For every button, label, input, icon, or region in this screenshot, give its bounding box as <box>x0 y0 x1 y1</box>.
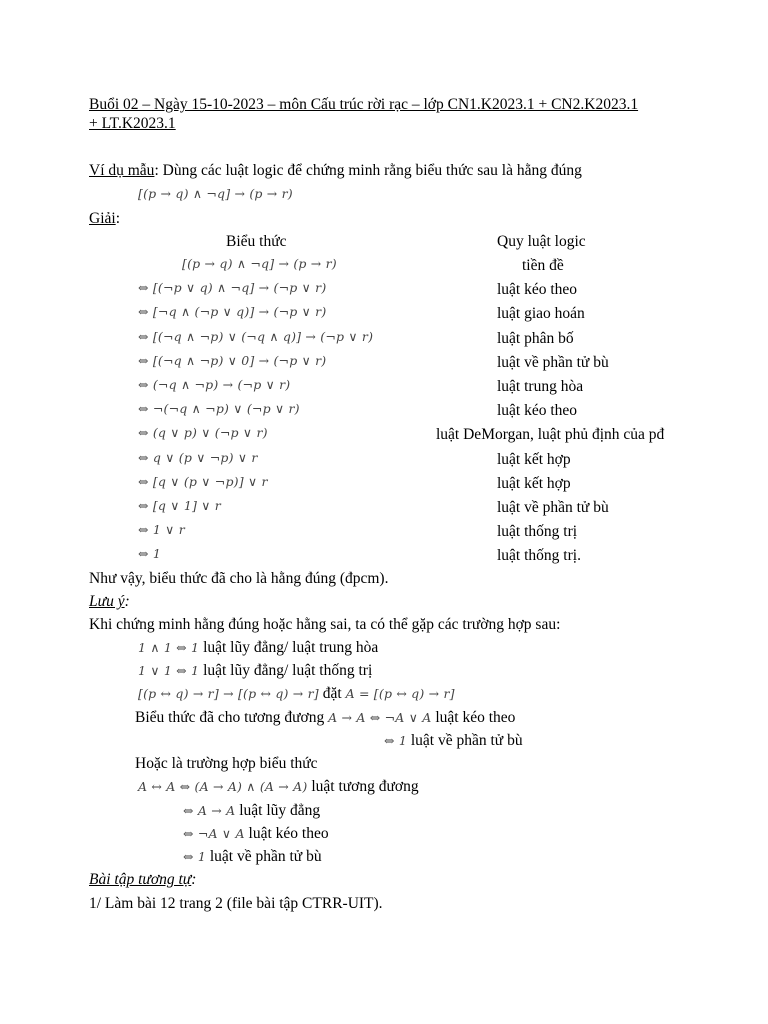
proof-row <box>0 258 768 278</box>
proof-law: luật giao hoán <box>497 305 585 322</box>
proof-row <box>0 403 768 423</box>
note-step-2-math: ⇔ ¬A ∨ A <box>183 826 245 841</box>
proof-expression: [(p → q) ∧ ¬q] → (p → r) <box>182 256 337 271</box>
proof-row <box>0 355 768 375</box>
example-formula: [(p → q) ∧ ¬q] → (p → r) <box>138 186 293 201</box>
proof-expression: ⇔ [(¬q ∧ ¬p) ∨ 0] → (¬p ∨ r) <box>138 353 327 368</box>
column-header-law: Quy luật logic <box>497 233 586 250</box>
note-heading <box>89 594 130 610</box>
note-item-3-def: A = [(p ↔ q) → r] <box>345 686 455 701</box>
proof-row <box>0 548 768 568</box>
exercise-heading <box>89 872 196 888</box>
proof-law: luật kéo theo <box>497 402 578 419</box>
note-label: Lưu ý <box>89 593 125 610</box>
proof-law: tiền đề <box>522 257 564 274</box>
proof-expression: ⇔ [q ∨ (p ∨ ¬p)] ∨ r <box>138 474 268 489</box>
conclusion: Như vậy, biểu thức đã cho là hằng đúng (đpcm). <box>89 570 389 587</box>
note-equivalence-2-law: luật về phần tử bù <box>410 732 523 749</box>
note-step-1-math: ⇔ A → A <box>183 803 236 818</box>
note-biconditional-math: A ↔ A ⇔ (A → A) ∧ (A → A) <box>138 779 308 794</box>
proof-expression: ⇔ 1 ∨ r <box>138 522 185 537</box>
note-item-2-math: 1 ∨ 1 ⇔ 1 <box>138 663 200 678</box>
note-biconditional-law: luật tương đương <box>311 778 419 795</box>
proof-row <box>0 452 768 472</box>
note-item-1-text: luật lũy đẳng/ luật trung hòa <box>203 639 379 656</box>
note-item-3-math: [(p ↔ q) → r] → [(p ↔ q) → r] <box>138 686 319 701</box>
example-label: Ví dụ mẫu <box>89 162 155 179</box>
proof-expression: ⇔ [(¬q ∧ ¬p) ∨ (¬q ∧ q)] → (¬p ∨ r) <box>138 329 374 344</box>
note-colon: : <box>124 593 130 610</box>
proof-law: luật thống trị <box>497 523 578 540</box>
proof-row <box>0 427 768 447</box>
proof-row <box>0 331 768 351</box>
note-item-2-text: luật lũy đẳng/ luật thống trị <box>203 662 373 679</box>
note-biconditional <box>138 779 419 795</box>
note-item-3-word: đặt <box>322 685 342 702</box>
exercise-item-1: 1/ Làm bài 12 trang 2 (file bài tập CTRR-UIT). <box>89 895 383 912</box>
proof-expression: ⇔ (¬q ∧ ¬p) → (¬p ∨ r) <box>138 377 291 392</box>
proof-law: luật kết hợp <box>497 451 571 468</box>
proof-expression: ⇔ [¬q ∧ (¬p ∨ q)] → (¬p ∨ r) <box>138 304 327 319</box>
example-text: : Dùng các luật logic để chứng minh rằng biểu thức sau là hằng đúng <box>154 162 582 179</box>
proof-law: luật kết hợp <box>497 475 571 492</box>
note-step-1-law: luật lũy đẳng <box>239 802 321 819</box>
solution-heading <box>89 211 120 227</box>
proof-expression: ⇔ [q ∨ 1] ∨ r <box>138 498 221 513</box>
proof-law: luật về phần tử bù <box>497 499 609 516</box>
note-step-3-law: luật về phần tử bù <box>209 848 322 865</box>
column-header-expression: Biểu thức <box>226 233 287 250</box>
proof-expression: ⇔ [(¬p ∨ q) ∧ ¬q] → (¬p ∨ r) <box>138 280 327 295</box>
note-equivalence-2 <box>384 733 523 749</box>
note-step-2 <box>183 826 329 842</box>
note-item-1-math: 1 ∧ 1 ⇔ 1 <box>138 640 200 655</box>
solution-colon: : <box>115 210 120 227</box>
header-line-2: + LT.K2023.1 <box>89 115 176 132</box>
note-step-3 <box>183 849 322 865</box>
proof-law: luật kéo theo <box>497 281 578 298</box>
proof-law: luật trung hòa <box>497 378 584 395</box>
note-item-1 <box>138 640 378 656</box>
proof-expression: ⇔ 1 <box>138 546 161 561</box>
proof-law: luật về phần tử bù <box>497 354 609 371</box>
solution-label: Giải <box>89 210 116 227</box>
note-step-2-law: luật kéo theo <box>248 825 329 842</box>
proof-law: luật DeMorgan, luật phủ định của pđ <box>436 426 665 443</box>
proof-expression: ⇔ q ∨ (p ∨ ¬p) ∨ r <box>138 450 258 465</box>
proof-law: luật thống trị. <box>497 547 581 564</box>
example-statement <box>89 163 582 179</box>
proof-row <box>0 476 768 496</box>
note-step-3-math: ⇔ 1 <box>183 849 206 864</box>
proof-row <box>0 306 768 326</box>
proof-expression: ⇔ ¬(¬q ∧ ¬p) ∨ (¬p ∨ r) <box>138 401 300 416</box>
note-item-3 <box>138 686 455 702</box>
proof-row <box>0 500 768 520</box>
exercise-label: Bài tập tương tự <box>89 871 192 888</box>
header-line-1: Buổi 02 – Ngày 15-10-2023 – môn Cấu trúc rời rạc – lớp CN1.K2023.1 + CN2.K2023.1 <box>89 96 639 113</box>
note-equivalence <box>135 710 515 726</box>
note-equivalence-text: Biểu thức đã cho tương đương <box>135 709 325 726</box>
note-step-1 <box>183 803 320 819</box>
note-equivalence-math: A → A ⇔ ¬A ∨ A <box>328 710 432 725</box>
note-intro: Khi chứng minh hằng đúng hoặc hằng sai, ta có thể gặp các trường hợp sau: <box>89 616 561 633</box>
exercise-colon: : <box>191 871 197 888</box>
note-equivalence-2-math: ⇔ 1 <box>384 733 407 748</box>
note-item-2 <box>138 663 372 679</box>
proof-row <box>0 379 768 399</box>
proof-law: luật phân bố <box>497 330 574 347</box>
proof-expression: ⇔ (q ∨ p) ∨ (¬p ∨ r) <box>138 425 268 440</box>
proof-row <box>0 282 768 302</box>
proof-row <box>0 524 768 544</box>
note-or-case: Hoặc là trường hợp biểu thức <box>135 755 318 772</box>
note-equivalence-law: luật kéo theo <box>435 709 516 726</box>
